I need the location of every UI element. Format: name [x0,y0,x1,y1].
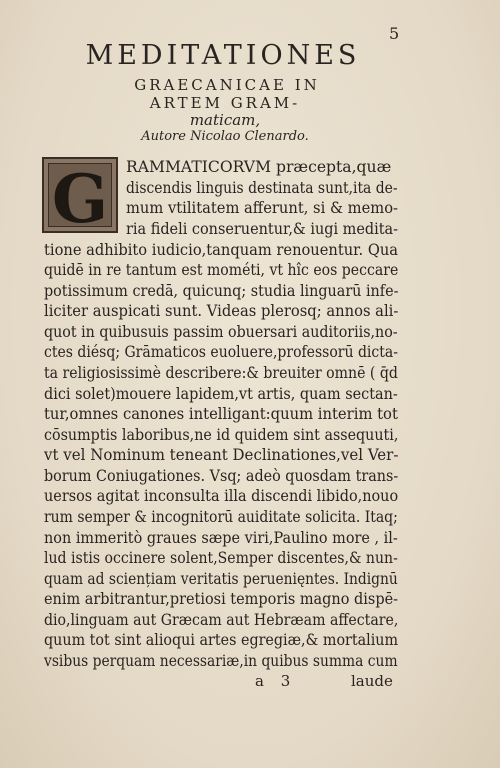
initial-ornament [48,163,112,227]
body-line-20: lud istis occinere solent,Semper discentes,& nun- [44,549,398,567]
title-line-3: ARTEM GRAM- [149,94,301,112]
body-line-17: uersos agitat inconsulta illa discendi libido,nouo [44,487,399,505]
title-line-4: maticam, [189,111,261,129]
body-line-13: tur,omnes canones intelligant:quum interim tot [44,405,398,423]
signature-mark: a 3 [255,672,297,690]
body-line-22: enim arbitrantur,pretiosi temporis magno dispē- [44,590,399,608]
body-line-10: ctes diésq; Grāmaticos euoluere,professorū dicta- [44,343,398,361]
body-line-3: mum vtilitatem afferunt, si & memo- [126,199,398,217]
body-line-1: RAMMATICORVM præcepta,quæ [126,158,392,176]
body-line-12: dici solet)mouere lapidem,vt artis, quam sectan- [44,385,398,403]
body-line-4: ria fideli conseruentur,& iugi medita- [126,220,399,238]
body-line-11: ta religiosissimè describere:& breuiter omnē ( q̄d [44,364,398,382]
initial-letter: G [51,163,109,227]
body-line-9: quot in quibusuis passim obuersari auditoriis,no- [44,323,398,341]
title-line-1: MEDITATIONES [85,40,361,71]
body-line-19: non immeritò graues sæpe viri,Paulino more , il- [44,529,398,547]
body-line-16: borum Coniugationes. Vsq; adeò quosdam trans- [44,467,399,485]
catchword: laude [351,672,393,690]
author-line: Autore Nicolao Clenardo. [141,129,309,144]
body-line-7: potissimum credā, quicunq; studia linguarū infe- [44,282,399,300]
body-line-18: rum semper & incognitorū auiditate solicita. Itaq; [44,508,398,526]
body-line-8: liciter auspicati sunt. Videas plerosq; annos ali- [44,302,399,320]
body-line-5: tione adhibito iudicio,tanquam renouentur. Qua [44,241,399,259]
body-line-24: quum tot sint alioqui artes egregiæ,& mortalium [44,631,399,649]
body-line-21: quam ad sciențiam veritatis peruenięntes. Indignū [44,570,398,588]
body-line-2: discendis linguis destinata sunt,ita de- [126,179,398,197]
body-line-23: dio,linguam aut Græcam aut Hebræam affectare, [44,611,399,629]
decorated-initial [42,157,118,233]
body-line-6: quidē in re tantum est mométi, vt hîc eos peccare [44,261,399,279]
body-line-14: cōsumptis laboribus,ne id quidem sint assequuti, [44,426,399,444]
body-line-25: vsibus perquam necessariæ,in quibus summa cum [44,652,398,670]
body-line-15: vt vel Nominum teneant Declinationes,vel Ver- [44,446,399,464]
title-line-2: GRAECANICAE IN [134,76,320,94]
page-number: 5 [389,24,400,43]
